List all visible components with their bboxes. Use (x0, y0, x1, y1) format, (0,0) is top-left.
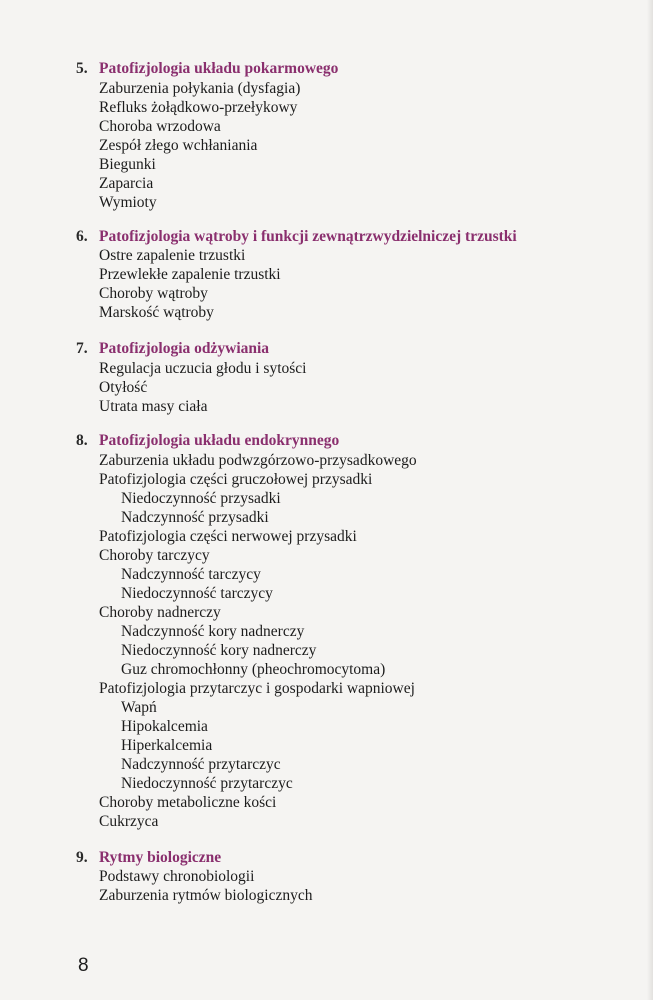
section-title: Patofizjologia układu pokarmowego (99, 59, 341, 79)
entry-title: Nadczynność kory nadnerczy (121, 622, 307, 642)
entry-title: Nadczynność przytarczyc (121, 755, 284, 775)
entry-title: Zaburzenia połykania (dysfagia) (99, 79, 303, 99)
entry-title: Zaparcia (99, 174, 156, 194)
entry-title: Regulacja uczucia głodu i sytości (99, 359, 309, 379)
section-number: 6. (76, 228, 88, 245)
section-title: Patofizjologia odżywiania (99, 339, 272, 359)
entry-title: Choroby wątroby (99, 284, 211, 304)
entry-title: Choroby nadnerczy (99, 603, 224, 623)
entry-title: Niedoczynność kory nadnerczy (121, 641, 319, 661)
entry-title: Niedoczynność przysadki (121, 489, 284, 509)
section-title: Patofizjologia układu endokrynnego (99, 431, 342, 451)
page-footer-number: 8 (78, 955, 89, 976)
entry-title: Patofizjologia przytarczyc i gospodarki wapniowej (99, 679, 418, 699)
entry-title: Patofizjologia części nerwowej przysadki (99, 527, 360, 547)
section-number: 8. (76, 432, 88, 449)
section-title: Patofizjologia wątroby i funkcji zewnątrzwydzielniczej trzustki (99, 227, 520, 247)
entry-title: Choroba wrzodowa (99, 117, 224, 137)
entry-title: Utrata masy ciała (99, 397, 210, 417)
entry-title: Nadczynność przysadki (121, 508, 272, 528)
section-title: Rytmy biologiczne (99, 848, 224, 868)
entry-title: Refluks żołądkowo-przełykowy (99, 98, 300, 118)
entry-title: Patofizjologia części gruczołowej przysadki (99, 470, 375, 490)
entry-title: Cukrzyca (99, 812, 161, 832)
section-number: 7. (76, 340, 88, 357)
section-number: 9. (76, 849, 88, 866)
entry-title: Wapń (121, 698, 160, 718)
entry-title: Choroby metaboliczne kości (99, 793, 279, 813)
entry-title: Guz chromochłonny (pheochromocytoma) (121, 660, 388, 680)
entry-title: Hiperkalcemia (121, 736, 215, 756)
entry-title: Otyłość (99, 378, 150, 398)
entry-title: Niedoczynność przytarczyc (121, 774, 296, 794)
section-number: 5. (76, 60, 88, 77)
entry-title: Niedoczynność tarczycy (121, 584, 276, 604)
entry-title: Podstawy chronobiologii (99, 867, 257, 887)
entry-title: Nadczynność tarczycy (121, 565, 264, 585)
entry-title: Hipokalcemia (121, 717, 211, 737)
entry-title: Przewlekłe zapalenie trzustki (99, 265, 284, 285)
entry-title: Marskość wątroby (99, 303, 217, 323)
entry-title: Choroby tarczycy (99, 546, 213, 566)
entry-title: Biegunki (99, 155, 159, 175)
entry-title: Zaburzenia rytmów biologicznych (99, 886, 315, 906)
entry-title: Zaburzenia układu podwzgórzowo-przysadkowego (99, 451, 420, 471)
entry-title: Ostre zapalenie trzustki (99, 246, 248, 266)
entry-title: Wymioty (99, 193, 160, 213)
entry-title: Zespół złego wchłaniania (99, 136, 260, 156)
